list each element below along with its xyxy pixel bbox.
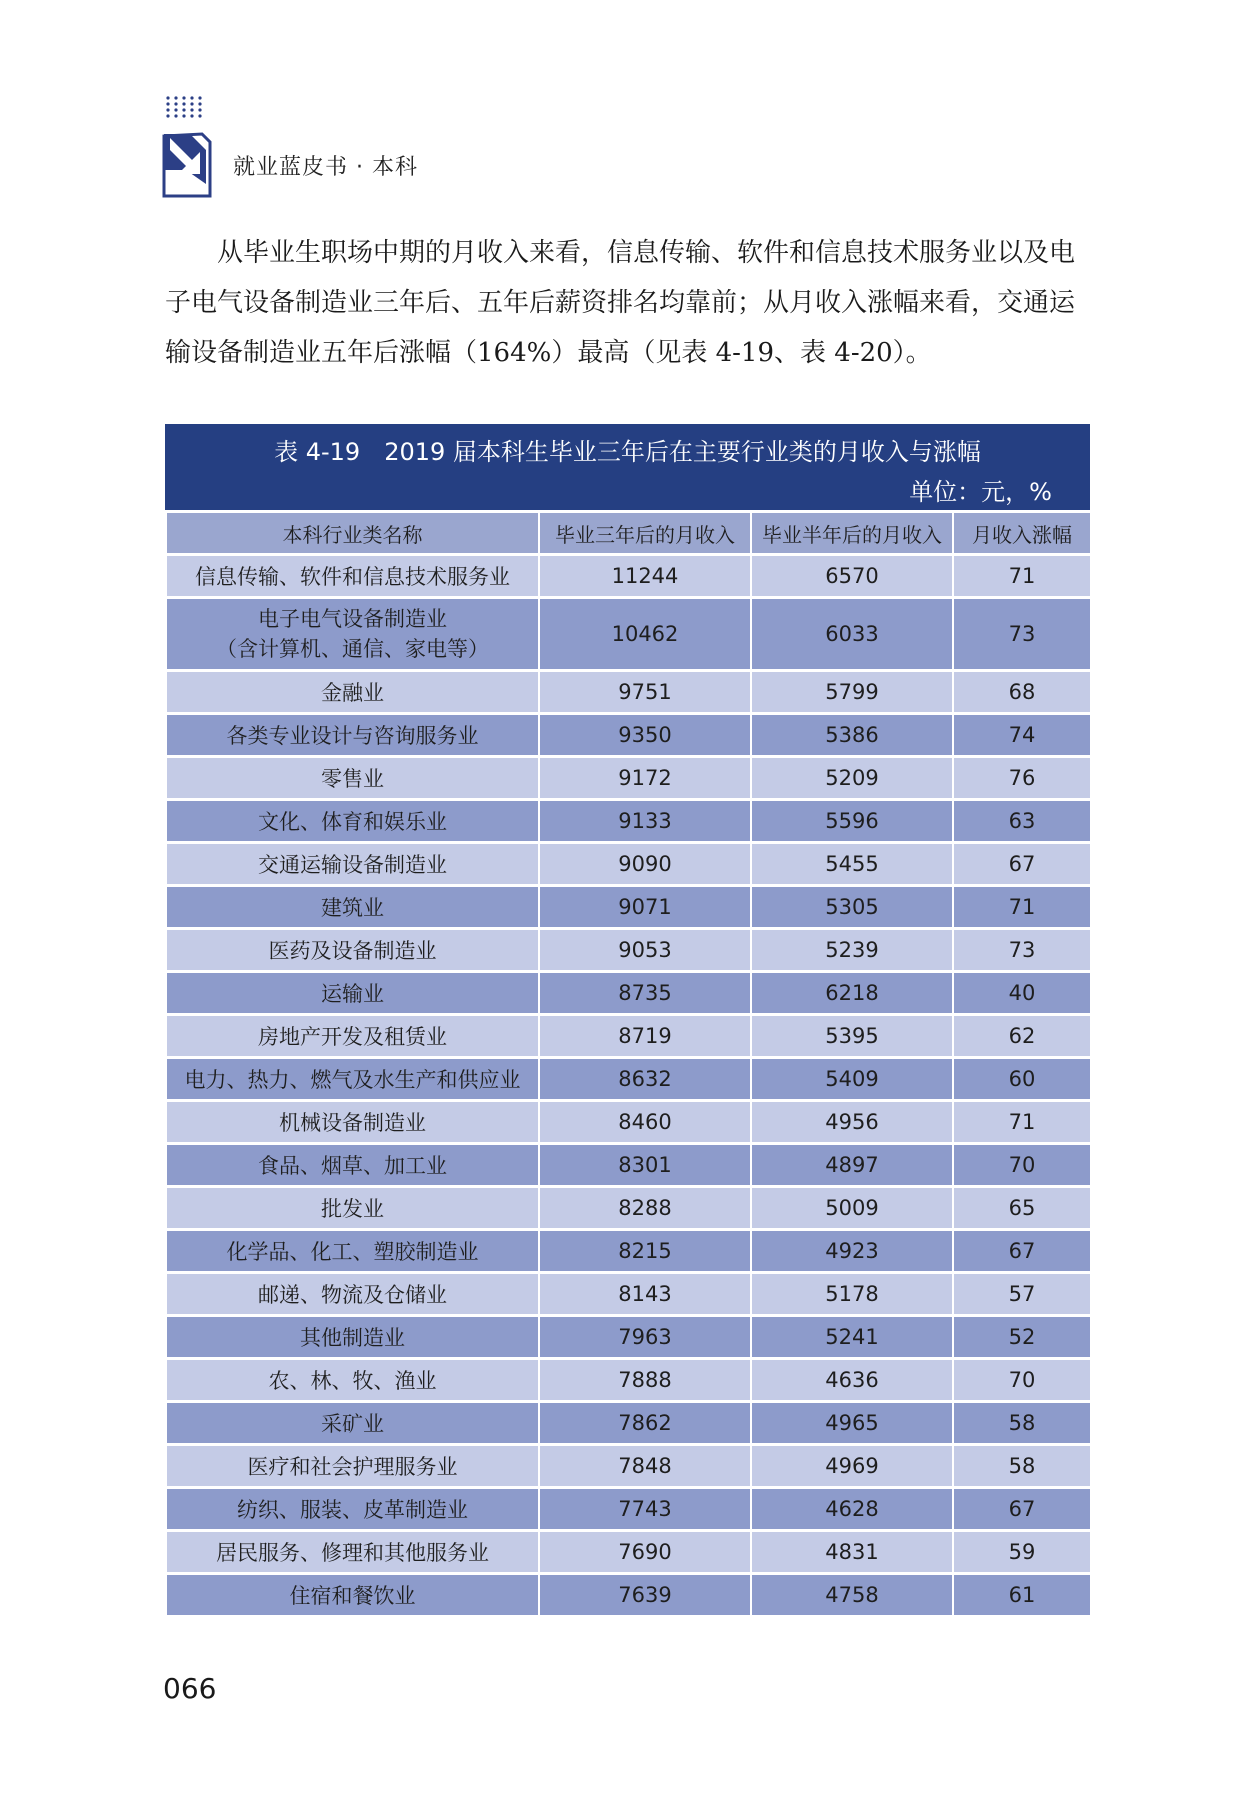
income-3y: 9350 xyxy=(539,714,751,757)
income-6m: 5178 xyxy=(751,1273,953,1316)
income-growth: 68 xyxy=(953,671,1091,714)
column-header: 本科行业类名称 xyxy=(166,512,539,555)
income-growth: 70 xyxy=(953,1359,1091,1402)
industry-name-line2: （含计算机、通信、家电等） xyxy=(216,637,489,661)
column-header: 月收入涨幅 xyxy=(953,512,1091,555)
industry-name: 农、林、牧、渔业 xyxy=(166,1359,539,1402)
table-row xyxy=(166,1316,1091,1359)
income-growth: 65 xyxy=(953,1187,1091,1230)
industry-name-line1: 电子电气设备制造业 xyxy=(258,607,447,631)
income-growth: 71 xyxy=(953,555,1091,598)
income-6m: 4628 xyxy=(751,1488,953,1531)
income-3y: 7848 xyxy=(539,1445,751,1488)
table-row xyxy=(166,1144,1091,1187)
industry-name: 金融业 xyxy=(166,671,539,714)
income-6m: 6570 xyxy=(751,555,953,598)
industry-name: 食品、烟草、加工业 xyxy=(166,1144,539,1187)
income-6m: 4969 xyxy=(751,1445,953,1488)
income-6m: 4965 xyxy=(751,1402,953,1445)
income-growth: 59 xyxy=(953,1531,1091,1574)
income-6m: 5009 xyxy=(751,1187,953,1230)
income-growth: 74 xyxy=(953,714,1091,757)
income-6m: 5455 xyxy=(751,843,953,886)
industry-name: 各类专业设计与咨询服务业 xyxy=(166,714,539,757)
income-6m: 4636 xyxy=(751,1359,953,1402)
income-3y: 9090 xyxy=(539,843,751,886)
industry-name: 医药及设备制造业 xyxy=(166,929,539,972)
industry-name: 采矿业 xyxy=(166,1402,539,1445)
income-growth: 67 xyxy=(953,1488,1091,1531)
page-number: 066 xyxy=(163,1672,217,1705)
income-6m: 6033 xyxy=(751,598,953,671)
industry-name: 机械设备制造业 xyxy=(166,1101,539,1144)
income-growth: 67 xyxy=(953,1230,1091,1273)
table-row xyxy=(166,1574,1091,1616)
table-caption xyxy=(165,424,1090,510)
income-growth: 71 xyxy=(953,886,1091,929)
table-row xyxy=(166,800,1091,843)
table-row xyxy=(166,555,1091,598)
table-row xyxy=(166,598,1091,671)
table-row xyxy=(166,1445,1091,1488)
industry-name: 纺织、服装、皮革制造业 xyxy=(166,1488,539,1531)
book-logo-icon xyxy=(162,92,212,200)
income-6m: 5305 xyxy=(751,886,953,929)
income-3y: 10462 xyxy=(539,598,751,671)
column-header: 毕业半年后的月收入 xyxy=(751,512,953,555)
table-row xyxy=(166,1273,1091,1316)
table-title: 表 4-19 2019 届本科生毕业三年后在主要行业类的月收入与涨幅 xyxy=(274,438,981,466)
income-3y: 8143 xyxy=(539,1273,751,1316)
income-3y: 8735 xyxy=(539,972,751,1015)
income-growth: 71 xyxy=(953,1101,1091,1144)
table-row xyxy=(166,1015,1091,1058)
income-6m: 4956 xyxy=(751,1101,953,1144)
income-3y: 9751 xyxy=(539,671,751,714)
table-body xyxy=(166,555,1091,1616)
income-3y: 8215 xyxy=(539,1230,751,1273)
income-6m: 5241 xyxy=(751,1316,953,1359)
income-6m: 4831 xyxy=(751,1531,953,1574)
income-6m: 4923 xyxy=(751,1230,953,1273)
table-row xyxy=(166,843,1091,886)
income-6m: 6218 xyxy=(751,972,953,1015)
income-3y: 8301 xyxy=(539,1144,751,1187)
industry-name: 文化、体育和娱乐业 xyxy=(166,800,539,843)
income-3y: 9133 xyxy=(539,800,751,843)
table-row xyxy=(166,972,1091,1015)
table-row xyxy=(166,1230,1091,1273)
table-unit: 单位：元，% xyxy=(909,478,1052,506)
income-growth: 61 xyxy=(953,1574,1091,1616)
income-6m: 5409 xyxy=(751,1058,953,1101)
income-growth: 62 xyxy=(953,1015,1091,1058)
table-row xyxy=(166,1531,1091,1574)
income-growth: 73 xyxy=(953,598,1091,671)
income-growth: 67 xyxy=(953,843,1091,886)
table-row xyxy=(166,1101,1091,1144)
body-paragraph xyxy=(165,228,1095,378)
industry-name: 化学品、化工、塑胶制造业 xyxy=(166,1230,539,1273)
income-3y: 8460 xyxy=(539,1101,751,1144)
table-row xyxy=(166,1058,1091,1101)
paragraph-text: 从毕业生职场中期的月收入来看，信息传输、软件和信息技术服务业以及电子电气设备制造业三年后、五年后薪资排名均靠前；从月收入涨幅来看，交通运输设备制造业五年后涨幅（164%）最高（见表 4-19、表 4-20）。 xyxy=(165,238,1076,368)
industry-name: 交通运输设备制造业 xyxy=(166,843,539,886)
income-6m: 5799 xyxy=(751,671,953,714)
income-6m: 5209 xyxy=(751,757,953,800)
income-growth: 58 xyxy=(953,1445,1091,1488)
income-growth: 60 xyxy=(953,1058,1091,1101)
income-3y: 7639 xyxy=(539,1574,751,1616)
industry-name: 运输业 xyxy=(166,972,539,1015)
income-3y: 7888 xyxy=(539,1359,751,1402)
industry-name: 房地产开发及租赁业 xyxy=(166,1015,539,1058)
income-3y: 7690 xyxy=(539,1531,751,1574)
income-3y: 7743 xyxy=(539,1488,751,1531)
income-3y: 8719 xyxy=(539,1015,751,1058)
industry-name: 批发业 xyxy=(166,1187,539,1230)
income-table xyxy=(165,424,1090,1615)
industry-name: 建筑业 xyxy=(166,886,539,929)
column-header: 毕业三年后的月收入 xyxy=(539,512,751,555)
industry-name: 医疗和社会护理服务业 xyxy=(166,1445,539,1488)
table-row xyxy=(166,1187,1091,1230)
income-6m: 5239 xyxy=(751,929,953,972)
income-growth: 76 xyxy=(953,757,1091,800)
income-3y: 9071 xyxy=(539,886,751,929)
table-row xyxy=(166,757,1091,800)
income-3y: 8288 xyxy=(539,1187,751,1230)
income-growth: 40 xyxy=(953,972,1091,1015)
income-3y: 9172 xyxy=(539,757,751,800)
table-row xyxy=(166,714,1091,757)
income-growth: 52 xyxy=(953,1316,1091,1359)
income-6m: 5386 xyxy=(751,714,953,757)
industry-name: 住宿和餐饮业 xyxy=(166,1574,539,1616)
table-row xyxy=(166,671,1091,714)
industry-name: 信息传输、软件和信息技术服务业 xyxy=(166,555,539,598)
industry-name: 电力、热力、燃气及水生产和供应业 xyxy=(166,1058,539,1101)
industry-name: 邮递、物流及仓储业 xyxy=(166,1273,539,1316)
income-growth: 57 xyxy=(953,1273,1091,1316)
income-6m: 4897 xyxy=(751,1144,953,1187)
income-growth: 70 xyxy=(953,1144,1091,1187)
income-3y: 11244 xyxy=(539,555,751,598)
industry-name xyxy=(166,598,539,671)
income-growth: 58 xyxy=(953,1402,1091,1445)
data-table xyxy=(165,510,1092,1615)
income-3y: 8632 xyxy=(539,1058,751,1101)
book-title: 就业蓝皮书 · 本科 xyxy=(233,155,418,180)
header-row xyxy=(166,512,1091,555)
income-3y: 7862 xyxy=(539,1402,751,1445)
income-3y: 7963 xyxy=(539,1316,751,1359)
table-row xyxy=(166,886,1091,929)
industry-name: 其他制造业 xyxy=(166,1316,539,1359)
industry-name: 居民服务、修理和其他服务业 xyxy=(166,1531,539,1574)
table-row xyxy=(166,929,1091,972)
income-3y: 9053 xyxy=(539,929,751,972)
income-6m: 5596 xyxy=(751,800,953,843)
table-row xyxy=(166,1488,1091,1531)
table-row xyxy=(166,1402,1091,1445)
income-6m: 5395 xyxy=(751,1015,953,1058)
industry-name: 零售业 xyxy=(166,757,539,800)
income-growth: 73 xyxy=(953,929,1091,972)
table-row xyxy=(166,1359,1091,1402)
income-growth: 63 xyxy=(953,800,1091,843)
income-6m: 4758 xyxy=(751,1574,953,1616)
